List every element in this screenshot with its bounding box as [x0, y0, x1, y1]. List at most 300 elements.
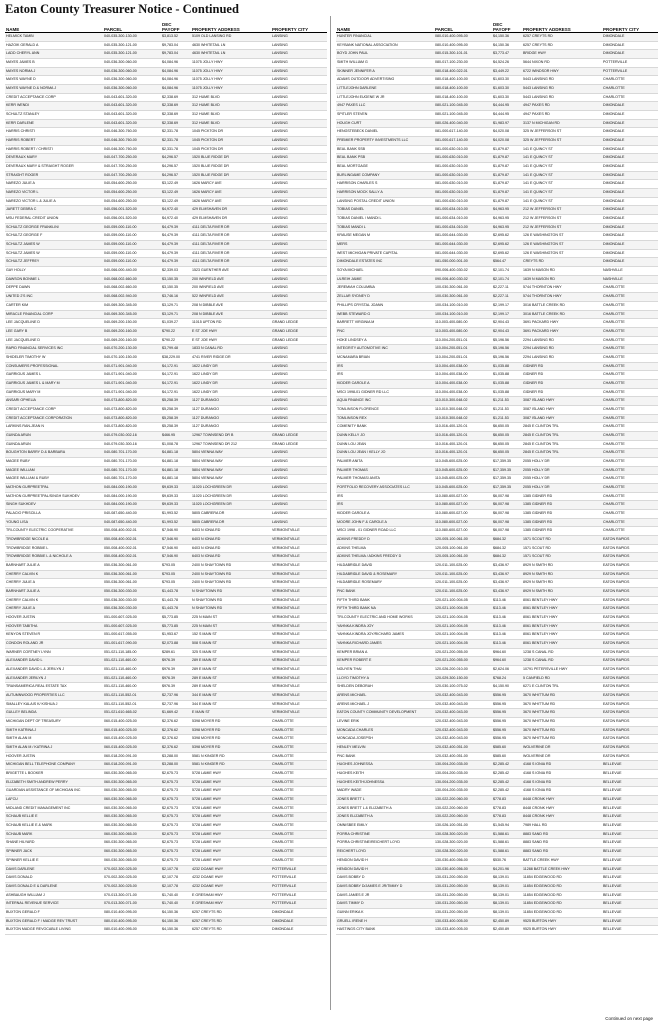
cell-property-city: CHARLOTTE [602, 492, 658, 501]
cell-dec-payoff: $4,150.90 [492, 683, 522, 692]
table-row [336, 865, 658, 874]
cell-dec-payoff: $2,675.73 [161, 848, 191, 857]
table-row [5, 822, 327, 831]
cell-name: SCHAUB MARK [5, 830, 103, 839]
table-row [5, 388, 327, 397]
table-row [336, 145, 658, 154]
cell-dec-payoff: $2,338.69 [161, 111, 191, 120]
cell-property-address: 1571 SCOUT RD [522, 544, 602, 553]
cell-property-address: 6257 CREYTS RD [191, 908, 271, 917]
cell-property-address: 6722 WINDSOR HWY [522, 67, 602, 76]
cell-name: DAVIS DONALD E & DARLENE [5, 882, 103, 891]
table-row [336, 483, 658, 492]
cell-name: PALMER THOMAS [336, 466, 434, 475]
cell-property-address: 5728 LAMIE HWY [191, 830, 271, 839]
cell-name: HOOVER JUSTIN [5, 614, 103, 623]
cell-dec-payoff: $3,150.35 [161, 275, 191, 284]
cell-property-address: 1385 GIDNER RD [522, 518, 602, 527]
cell-parcel: 080-018-400-100-00 [434, 76, 492, 85]
cell-property-address: 5728 LAMIE HWY [191, 848, 271, 857]
cell-dec-payoff: $4,084.96 [161, 76, 191, 85]
cell-parcel: 130-028-300-020-00 [434, 830, 492, 839]
cell-dec-payoff: $4,150.36 [161, 926, 191, 935]
cell-name: BUXTON MADGE REVOCABLE LIVING [5, 926, 103, 935]
table-row [5, 267, 327, 276]
cell-parcel: 040-071-901-040-00 [103, 388, 161, 397]
cell-property-city: EATON RAPIDS [602, 631, 658, 640]
cell-dec-payoff: $4,172.91 [161, 362, 191, 371]
cell-property-city: EATON RAPIDS [602, 692, 658, 701]
table-row [336, 431, 658, 440]
table-row [5, 622, 327, 631]
cell-name: ALEXANDER DAVID L [5, 657, 103, 666]
cell-name: BOYD JOHN PAUL [336, 50, 434, 59]
cell-name: GUINDA ARUN [5, 431, 103, 440]
cell-parcel: 050-036-300-061-00 [103, 579, 161, 588]
cell-name: WEBB STEWARD G [336, 310, 434, 319]
cell-property-city: LANSING [271, 59, 327, 68]
cell-dec-payoff: $4,479.39 [161, 258, 191, 267]
cell-property-address: WOLVERINE DR [522, 752, 602, 761]
cell-parcel: 050-008-400-002-01 [103, 527, 161, 536]
cell-property-address: 5744 THORNTON HWY [522, 293, 602, 302]
cell-name: NAREZO JULIE A [5, 180, 103, 189]
cell-dec-payoff: $2,339.03 [161, 267, 191, 276]
cell-property-city: CHARLOTTE [602, 509, 658, 518]
cell-dec-payoff: $6,007.98 [492, 527, 522, 536]
cell-property-address: 141 E QUINCY ST [522, 197, 602, 206]
cell-dec-payoff: $684.32 [492, 544, 522, 553]
table-row [5, 761, 327, 770]
cell-name: MIRACLE FINANCIAL CORP [5, 310, 103, 319]
table-row [336, 501, 658, 510]
cell-parcel: 040-047-700-250-00 [103, 154, 161, 163]
cell-dec-payoff: $790.22 [161, 327, 191, 336]
cell-property-city: EATON RAPIDS [602, 735, 658, 744]
cell-parcel: 130-033-400-005-00 [434, 926, 492, 935]
table-row [5, 93, 327, 102]
cell-parcel: 040-084-000-190-00 [103, 483, 161, 492]
cell-name: HASTINGS CITY BANK [336, 926, 434, 935]
cell-parcel: 080-018-400-100-00 [434, 93, 492, 102]
cell-name: ADAMS OUTDOOR ADVERTISING [336, 76, 434, 85]
cell-dec-payoff: $2,450.89 [492, 917, 522, 926]
table-row [5, 319, 327, 328]
table-row [5, 440, 327, 449]
cell-name: CARTER KIM [5, 301, 103, 310]
cell-name: MAYES NORMA J [5, 67, 103, 76]
cell-property-address: 3016 BATTLE CREEK RD [522, 301, 602, 310]
table-row [336, 648, 658, 657]
cell-property-address: 11854 EDGEWOOD RD [522, 882, 602, 891]
cell-property-address: 325 W JEFFERSON ST [522, 137, 602, 146]
cell-property-city: VERMONTVILLE [271, 683, 327, 692]
cell-property-address: 4111 DELTA RIVER DR [191, 241, 271, 250]
cell-dec-payoff: $2,376.62 [161, 744, 191, 753]
table-row [336, 67, 658, 76]
cell-name: HARRIS ROBERT / CHRISTI [5, 145, 103, 154]
table-row [336, 119, 658, 128]
cell-parcel: 130-026-100-051-00 [434, 822, 492, 831]
cell-dec-payoff: $530.76 [492, 856, 522, 865]
cell-dec-payoff: $5,258.39 [161, 405, 191, 414]
cell-parcel: 050-008-400-002-01 [103, 553, 161, 562]
cell-property-address: 2400 N SHAYTOWN RD [191, 570, 271, 579]
cell-property-city: EATON RAPIDS [602, 752, 658, 761]
header-dec-payoff: DEC PAYOFF [492, 16, 522, 33]
cell-name: BUXTON GERALD F [5, 908, 103, 917]
cell-parcel: 040-046-300-760-00 [103, 145, 161, 154]
table-row [336, 666, 658, 675]
table-row [5, 145, 327, 154]
cell-name: ARENS MICHAEL J [336, 700, 434, 709]
table-row [5, 882, 327, 891]
cell-dec-payoff: $3,436.97 [492, 579, 522, 588]
cell-property-address: 4630 WHITETAIL LN [191, 50, 271, 59]
cell-parcel: 040-071-901-040-00 [103, 379, 161, 388]
cell-property-address: 11854 EDGEWOOD RD [522, 900, 602, 909]
cell-parcel: 050-008-400-002-01 [103, 544, 161, 553]
cell-parcel: 110-045-600-025-00 [434, 483, 492, 492]
cell-property-city: LANSING [271, 371, 327, 380]
cell-parcel: 040-036-300-060-00 [103, 76, 161, 85]
cell-parcel: 040-087-650-440-00 [103, 518, 161, 527]
cell-dec-payoff: $4,296.57 [161, 163, 191, 172]
table-row [5, 848, 327, 857]
cell-parcel: 110-004-400-038-00 [434, 388, 492, 397]
cell-name: CREDIT ACCEPTANCE CORPORATION [5, 414, 103, 423]
table-row [5, 449, 327, 458]
cell-dec-payoff: $4,963.95 [492, 206, 522, 215]
table-row [336, 388, 658, 397]
cell-dec-payoff: $8,139.01 [492, 908, 522, 917]
cell-property-city: LANSING [271, 310, 327, 319]
table-row [336, 640, 658, 649]
table-row [5, 891, 327, 900]
cell-dec-payoff: $2,376.62 [161, 726, 191, 735]
cell-parcel: 040-069-200-150-00 [103, 319, 161, 328]
cell-parcel: 081-000-634-010-00 [434, 223, 492, 232]
cell-property-city: EATON RAPIDS [602, 666, 658, 675]
cell-dec-payoff: $4,084.96 [161, 59, 191, 68]
table-row [336, 692, 658, 701]
cell-name: MERS [336, 241, 434, 250]
cell-property-city: DIMONDALE [602, 145, 658, 154]
cell-property-city: LANSING [271, 67, 327, 76]
table-row [5, 770, 327, 779]
cell-property-city: LANSING [271, 232, 327, 241]
cell-property-city: EATON RAPIDS [602, 674, 658, 683]
cell-parcel: 040-087-650-440-00 [103, 509, 161, 518]
cell-parcel: 080-010-400-095-00 [434, 33, 492, 42]
cell-parcel: 060-015-400-025-00 [103, 726, 161, 735]
cell-property-address: N SHAYTOWN RD [191, 596, 271, 605]
cell-property-city: LANSING [271, 223, 327, 232]
cell-name: KIDDER CAROLE A [336, 379, 434, 388]
cell-name: JONES BRETT L [336, 796, 434, 805]
cell-property-city: EATON RAPIDS [602, 605, 658, 614]
cell-property-city: LANSING [271, 128, 327, 137]
cell-name: ALEXANDER DAVID L & JERILYN J [5, 666, 103, 675]
cell-name: MONCADA CHARLES [336, 726, 434, 735]
cell-dec-payoff: $1,035.88 [492, 379, 522, 388]
cell-parcel: 040-059-000-110-00 [103, 223, 161, 232]
table-row [5, 674, 327, 683]
cell-parcel: 060-018-200-091-00 [103, 761, 161, 770]
cell-property-address: 5728 LAMIE HWY [191, 856, 271, 865]
table-row [5, 466, 327, 475]
cell-property-address: 2055 HOLLY DR [522, 483, 602, 492]
cell-property-address: 522 WINFIELD AVE [191, 293, 271, 302]
cell-dec-payoff: $9,639.33 [161, 501, 191, 510]
cell-name: KEYBANK NATIONAL ASSOCIATION [336, 41, 434, 50]
cell-property-city: CHARLOTTE [602, 85, 658, 94]
table-row [336, 457, 658, 466]
cell-property-address: 141 E QUINCY ST [522, 180, 602, 189]
cell-dec-payoff: $790.22 [161, 336, 191, 345]
table-row [336, 215, 658, 224]
table-row [5, 900, 327, 909]
cell-name: BARNHART JULIE A [5, 588, 103, 597]
cell-name: SMITH KATRINA J [5, 726, 103, 735]
cell-name: HUNTER FINANCIAL [336, 33, 434, 42]
cell-property-city: VERMONTVILLE [271, 588, 327, 597]
cell-parcel: 120-011-100-025-00 [434, 561, 492, 570]
cell-parcel: 110-004-400-038-00 [434, 379, 492, 388]
table-row [5, 284, 327, 293]
cell-dec-payoff: $4,881.18 [161, 457, 191, 466]
cell-dec-payoff: $7,546.90 [161, 527, 191, 536]
table-row [336, 267, 658, 276]
cell-name: EATON COUNTY COMMUNITY DEVELOPMENT [336, 709, 434, 718]
cell-property-city: CHARLOTTE [602, 397, 658, 406]
cell-name: SMITH ALAN M [5, 735, 103, 744]
table-row [336, 102, 658, 111]
cell-parcel: 081-000-644-030-00 [434, 232, 492, 241]
cell-parcel: 040-071-901-040-00 [103, 371, 161, 380]
cell-property-address: 2400 N SHAYTOWN RD [191, 561, 271, 570]
cell-parcel: 060-030-300-065-00 [103, 778, 161, 787]
cell-parcel: 110-010-300-048-02 [434, 405, 492, 414]
cell-dec-payoff: $2,199.17 [492, 301, 522, 310]
cell-dec-payoff: $2,675.73 [161, 787, 191, 796]
cell-property-address: 5 CANFIELD RD [522, 674, 602, 683]
table-row [5, 206, 327, 215]
cell-property-city: CHARLOTTE [271, 718, 327, 727]
cell-property-city: CHARLOTTE [271, 726, 327, 735]
cell-dec-payoff: $6,007.98 [492, 492, 522, 501]
table-row [336, 33, 658, 42]
cell-property-address: 8883 SAND RD [522, 848, 602, 857]
cell-name: KENYON STEVEN R [5, 631, 103, 640]
cell-property-address: 2845 E CLINTON TRL [522, 440, 602, 449]
cell-name: TRI-COUNTY ELECTRIC AND HOME WORKS [336, 614, 434, 623]
cell-property-city: LANSING [271, 189, 327, 198]
cell-property-city: DIMONDALE [602, 119, 658, 128]
cell-dec-payoff: $3,122.49 [161, 197, 191, 206]
column-divider [330, 16, 331, 1010]
cell-property-city: CHARLOTTE [271, 744, 327, 753]
cell-dec-payoff: $2,904.43 [492, 319, 522, 328]
table-row [5, 544, 327, 553]
cell-property-address: 5398 MOYER RD [191, 744, 271, 753]
cell-dec-payoff: $2,376.62 [161, 735, 191, 744]
cell-dec-payoff: $4,963.95 [492, 215, 522, 224]
table-row [336, 561, 658, 570]
cell-property-city: CHARLOTTE [271, 752, 327, 761]
cell-property-address: 212 W JEFFERSON ST [522, 215, 602, 224]
cell-property-address: E GRESHAM HWY [191, 900, 271, 909]
cell-property-address: 3087 ISLAND HWY [522, 405, 602, 414]
cell-parcel: 110-003-400-080-00 [434, 327, 492, 336]
cell-dec-payoff: $7,546.90 [161, 553, 191, 562]
cell-property-city: GRAND LEDGE [271, 336, 327, 345]
cell-property-city: CHARLOTTE [602, 423, 658, 432]
table-row [336, 744, 658, 753]
cell-property-address: E ST JOE HWY [191, 327, 271, 336]
cell-dec-payoff: $113.46 [492, 640, 522, 649]
cell-name: LEE GARY B [5, 327, 103, 336]
cell-property-city: CHARLOTTE [602, 362, 658, 371]
cell-property-city: CHARLOTTE [602, 518, 658, 527]
cell-name: MOORE JOHN F & CAROLE A [336, 518, 434, 527]
cell-property-city: LANSING [271, 258, 327, 267]
cell-property-city: POTTERVILLE [271, 882, 327, 891]
cell-name: ULREIH JAMIE [336, 275, 434, 284]
cell-name: LARKINS RAN-JEAN N [5, 423, 103, 432]
cell-parcel: 120-032-400-043-00 [434, 692, 492, 701]
cell-property-address: 1639 N MASON RD [522, 275, 602, 284]
cell-property-city: DIMONDALE [271, 917, 327, 926]
cell-parcel: 120-011-100-025-00 [434, 579, 492, 588]
table-row [336, 371, 658, 380]
cell-property-address: 12967 TOWNSEND DR 212 [191, 440, 271, 449]
cell-parcel: 130-031-200-050-00 [434, 908, 492, 917]
table-row [336, 275, 658, 284]
cell-dec-payoff: $3,122.49 [161, 180, 191, 189]
cell-dec-payoff: $1,740.40 [161, 900, 191, 909]
table-row [5, 293, 327, 302]
cell-dec-payoff: $8,139.01 [492, 874, 522, 883]
cell-parcel: 120-011-100-025-00 [434, 570, 492, 579]
cell-parcel: 080-015-300-101-01 [434, 50, 492, 59]
cell-property-address: 1238 S CANAL RD [522, 648, 602, 657]
cell-property-city: VERMONTVILLE [271, 666, 327, 675]
cell-property-address: 1385 GIDNER RD [522, 527, 602, 536]
cell-parcel: 100-034-100-010-00 [434, 310, 492, 319]
cell-parcel: 040-054-600-250-00 [103, 180, 161, 189]
cell-parcel: 120-011-100-025-00 [434, 588, 492, 597]
cell-parcel: 051-021-110-552-01 [103, 700, 161, 709]
cell-parcel: 120-032-400-043-00 [434, 700, 492, 709]
cell-parcel: 110-010-300-048-02 [434, 397, 492, 406]
cell-property-city: CHARLOTTE [271, 822, 327, 831]
cell-property-city: CHARLOTTE [602, 466, 658, 475]
cell-property-address: 1622 LINDY DR [191, 371, 271, 380]
cell-name: SCHULTZ JAMES W [5, 249, 103, 258]
cell-parcel: 051-021-110-185-00 [103, 648, 161, 657]
cell-property-city: DIMONDALE [602, 171, 658, 180]
cell-dec-payoff: $2,675.73 [161, 830, 191, 839]
cell-name: SINGH SUKHDEV [5, 501, 103, 510]
cell-property-city: POTTERVILLE [271, 891, 327, 900]
cell-parcel: 120-032-400-051-00 [434, 744, 492, 753]
cell-property-address: 2294 LANSING RD [522, 345, 602, 354]
cell-property-address: 1571 SCOUT RD [522, 535, 602, 544]
cell-property-city: VERMONTVILLE [271, 622, 327, 631]
cell-parcel: 100-030-300-061-00 [434, 284, 492, 293]
cell-name: BUXTON GERALD F / MADGE REV TRUST [5, 917, 103, 926]
table-body-right [336, 33, 658, 935]
cell-property-city: DIMONDALE [602, 258, 658, 267]
cell-property-address: 5744 THORNTON HWY [522, 284, 602, 293]
cell-dec-payoff: $3,449.22 [492, 67, 522, 76]
cell-property-city: POTTERVILLE [602, 59, 658, 68]
table-row [5, 353, 327, 362]
cell-property-address: 2845 E CLINTON TRL [522, 431, 602, 440]
cell-property-city: POTTERVILLE [271, 865, 327, 874]
cell-parcel: 090-006-400-030-02 [434, 275, 492, 284]
table-row [336, 804, 658, 813]
table-row [5, 787, 327, 796]
table-row [5, 501, 327, 510]
cell-parcel: 060-030-300-065-00 [103, 822, 161, 831]
cell-property-address: 289 E MAIN ST [191, 666, 271, 675]
cell-property-city: BELLEVUE [602, 770, 658, 779]
cell-dec-payoff: $4,084.96 [161, 85, 191, 94]
cell-dec-payoff: $976.39 [161, 683, 191, 692]
cell-name: MADRY WADE [336, 787, 434, 796]
cell-parcel: 040-047-700-250-00 [103, 171, 161, 180]
table-row [5, 457, 327, 466]
cell-dec-payoff: $1,603.30 [492, 76, 522, 85]
cell-dec-payoff: $1,879.87 [492, 154, 522, 163]
cell-dec-payoff: $4,296.57 [161, 171, 191, 180]
cell-property-address: 1622 LINDY DR [191, 362, 271, 371]
cell-dec-payoff: $8,139.01 [492, 891, 522, 900]
page-title: Eaton County Treasurer Notice - Continued [5, 2, 239, 16]
table-row [336, 787, 658, 796]
table-row [336, 59, 658, 68]
cell-dec-payoff: $585.60 [492, 744, 522, 753]
cell-property-address: GIDNER RD [522, 379, 602, 388]
table-row [336, 908, 658, 917]
cell-parcel: 120-021-100-004-05 [434, 622, 492, 631]
cell-name: IRS [336, 501, 434, 510]
table-row [336, 414, 658, 423]
cell-name: SMITH ALAN M / KATRINA J [5, 744, 103, 753]
table-row [5, 796, 327, 805]
cell-property-city: EATON RAPIDS [602, 709, 658, 718]
cell-parcel: 040-059-000-110-00 [103, 249, 161, 258]
cell-property-address: 312 HUME BLVD [191, 119, 271, 128]
cell-property-city: LANSING [271, 137, 327, 146]
cell-name: SPITLER STEVEN [336, 111, 434, 120]
cell-dec-payoff: $3,288.00 [161, 752, 191, 761]
table-row [336, 163, 658, 172]
cell-property-address: 11854 EDGEWOOD RD [522, 874, 602, 883]
cell-parcel: 130-030-400-056-00 [434, 856, 492, 865]
table-row [336, 856, 658, 865]
cell-name: PALMER THOMAS/ ANITA [336, 475, 434, 484]
cell-name: CREDIT ACCEPTANCE CORP [5, 93, 103, 102]
cell-dec-payoff: $778.83 [492, 804, 522, 813]
cell-dec-payoff: $9,639.33 [161, 483, 191, 492]
cell-dec-payoff: $964.60 [492, 648, 522, 657]
cell-parcel: 110-004-400-038-00 [434, 371, 492, 380]
cell-dec-payoff: $5,258.39 [161, 423, 191, 432]
cell-parcel: 080-026-400-040-00 [434, 119, 492, 128]
